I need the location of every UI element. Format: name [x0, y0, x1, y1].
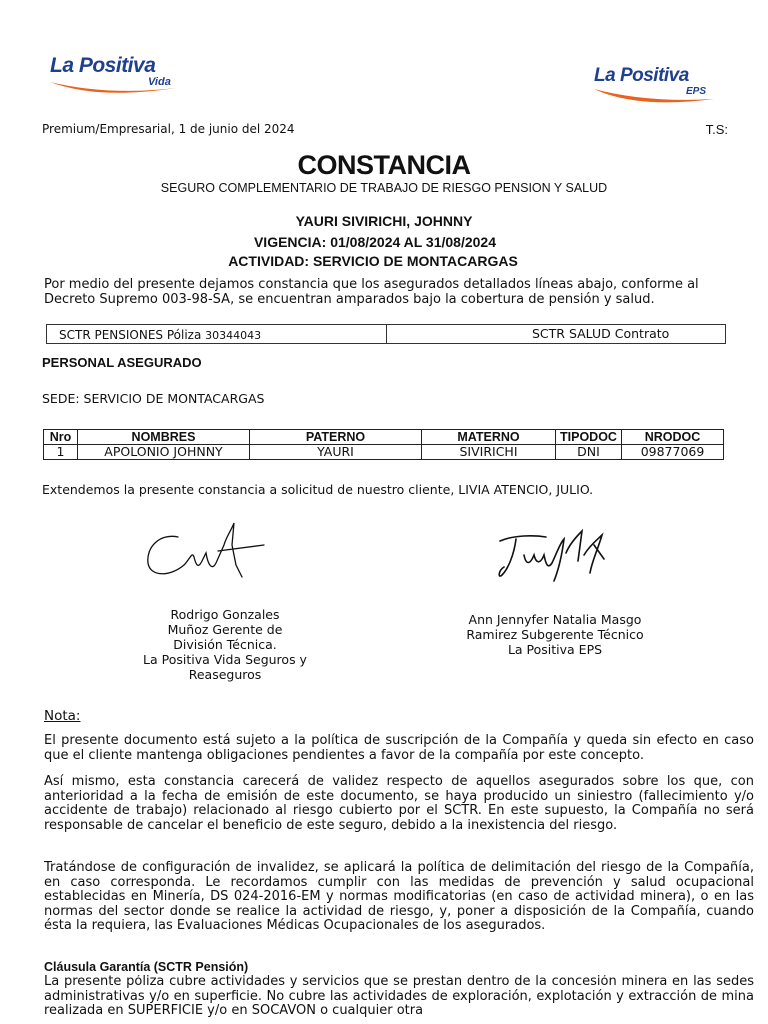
- signer-left-line5: Reaseguros: [188, 667, 262, 682]
- signature-left: [140, 515, 270, 590]
- header-paterno: PATERNO: [250, 430, 422, 445]
- salud-contract-label: SCTR SALUD Contrato: [532, 326, 670, 341]
- insured-name: YAURI SIVIRICHI, JOHNNY: [295, 213, 473, 229]
- logo-left-sub: Vida: [148, 76, 171, 88]
- nota-paragraph-3: Tratándose de configuración de invalidez, se aplicará la política de delimitación del riesgo de la Compañía, en caso corresponda. Le recordamos cumplir con las medidas de prevención y salud ocupacional establecidas en Minería, DS 024-2016-EM y normas modificatorias (en caso de actividad minera), o en las normas del sector donde se realice la actividad de riesgo, y, poner a disposición de la Compañía, cuando ésta la requiera, las Evaluaciones Médicas Ocupacionales de los asegurados.: [44, 860, 754, 933]
- logo-right-sub: EPS: [686, 86, 707, 97]
- sede-line: SEDE: SERVICIO DE MONTACARGAS: [42, 391, 265, 406]
- policy-box: [46, 324, 726, 344]
- personal-heading: PERSONAL ASEGURADO: [42, 355, 202, 370]
- nota-heading: Nota:: [44, 708, 81, 724]
- clause-title: Cláusula Garantía (SCTR Pensión): [44, 960, 249, 974]
- header-nro: Nro: [44, 430, 78, 445]
- extend-text: Extendemos la presente constancia a solicitud de nuestro cliente, LIVIA ATENCIO, JULIO.: [42, 482, 594, 497]
- nota-paragraph-2: Así mismo, esta constancia carecerá de validez respecto de aquellos asegurados sobre los que, con anterioridad a la fecha de emisión de este documento, se haya producido un siniestro (fallecimiento y/o accidente de trabajo) relacionado al riesgo cubierto por el SCTR. En este supuesto, la Compañía no será responsable de cancelar el beneficio de este seguro, debido a la inexistencia del riesgo.: [44, 774, 754, 833]
- signer-right-line1: Ann Jennyfer Natalia Masgo: [468, 612, 642, 627]
- cell-nombres: APOLONIO JOHNNY: [78, 445, 250, 460]
- pension-policy-cell: [47, 325, 387, 344]
- cell-materno: SIVIRICHI: [422, 445, 556, 460]
- signer-left-line3: División Técnica.: [173, 637, 277, 652]
- signature-right: [494, 525, 614, 585]
- cell-nro: 1: [44, 445, 78, 460]
- signer-right-line2: Ramirez Subgerente Técnico: [466, 627, 644, 642]
- ts-label: T.S:: [705, 122, 728, 137]
- signer-right: [425, 612, 685, 657]
- logo-right-name: La Positiva: [594, 65, 689, 86]
- signer-left-line4: La Positiva Vida Seguros y: [143, 652, 307, 667]
- header-nrodoc: NRODOC: [622, 430, 724, 445]
- vigencia: VIGENCIA: 01/08/2024 AL 31/08/2024: [253, 234, 497, 250]
- cell-tipodoc: DNI: [556, 445, 622, 460]
- nota-paragraph-1: El presente documento está sujeto a la política de suscripción de la Compañía y queda sin efecto en caso que el cliente mantenga obligaciones pendientes a favor de la compañía por este concepto.: [44, 733, 754, 763]
- signer-left-line1: Rodrigo Gonzales: [170, 607, 280, 622]
- document-title: CONSTANCIA: [297, 150, 471, 180]
- header-materno: MATERNO: [422, 430, 556, 445]
- logo-left-name: La Positiva: [50, 54, 156, 77]
- pension-policy-label: SCTR PENSIONES Póliza: [59, 328, 202, 342]
- pension-policy-number: 30344043: [205, 329, 262, 342]
- document-subtitle: SEGURO COMPLEMENTARIO DE TRABAJO DE RIESGO PENSION Y SALUD: [160, 181, 608, 195]
- la-positiva-eps-logo: [594, 65, 724, 115]
- table-header-row: [44, 430, 724, 445]
- la-positiva-vida-logo: [50, 54, 180, 104]
- clause-text: La presente póliza cubre actividades y servicios que se prestan dentro de la concesión minera en las sedes administrativas y/o en superficie. No cubre las actividades de exploración, explotación y extracción de mina realizada en SUPERFICIE y/o en SOCAVON o cualquier otra: [44, 975, 754, 1018]
- header-tipodoc: TIPODOC: [556, 430, 622, 445]
- signer-left-line2: Muñoz Gerente de: [167, 622, 283, 637]
- signer-left: [110, 607, 340, 682]
- cell-nrodoc: 09877069: [622, 445, 724, 460]
- salud-contract-cell: [387, 325, 726, 344]
- intro-paragraph: Por medio del presente dejamos constancia que los asegurados detallados líneas abajo, conforme al Decreto Supremo 003-98-SA, se encuentran amparados bajo la cobertura de pensión y salud.: [44, 277, 699, 307]
- date-line: Premium/Empresarial, 1 de junio del 2024: [42, 122, 295, 136]
- header-nombres: NOMBRES: [78, 430, 250, 445]
- cell-paterno: YAURI: [250, 445, 422, 460]
- signer-right-line3: La Positiva EPS: [507, 642, 603, 657]
- insured-table: [43, 429, 724, 460]
- table-row: [44, 445, 724, 460]
- actividad: ACTIVIDAD: SERVICIO DE MONTACARGAS: [228, 253, 518, 269]
